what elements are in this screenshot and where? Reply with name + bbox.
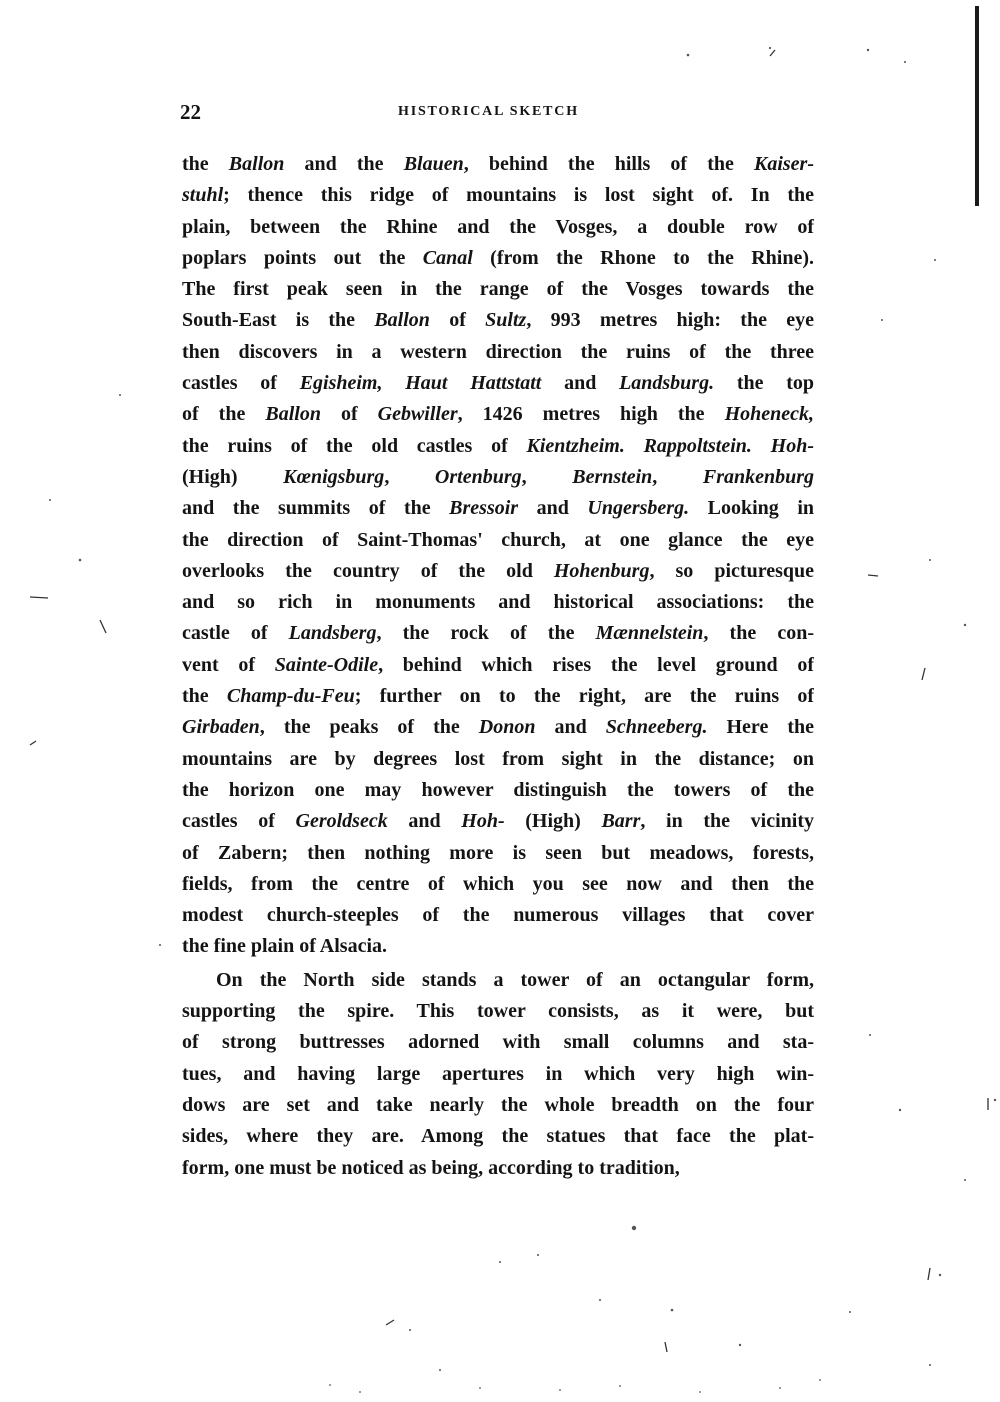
text-run: overlooks the country of the old bbox=[182, 559, 554, 582]
italic-run: Landsburg. bbox=[619, 372, 715, 395]
italic-run: Mænnelstein bbox=[595, 622, 704, 645]
text-line bbox=[182, 775, 814, 806]
text-run: sides, where they are. Among the statues that face the plat- bbox=[182, 1125, 814, 1148]
text-line bbox=[182, 838, 814, 869]
text-line bbox=[182, 274, 814, 305]
text-run: The first peak seen in the range of the Vosges towards the bbox=[182, 278, 814, 301]
italic-run: Gebwiller bbox=[377, 403, 458, 426]
text-line bbox=[182, 900, 814, 931]
text-line bbox=[182, 493, 814, 524]
text-run: of Zabern; then nothing more is seen but meadows, forests, bbox=[182, 841, 814, 864]
text-run: Looking in bbox=[689, 497, 814, 520]
text-run: (High) bbox=[504, 810, 602, 833]
text-line bbox=[182, 212, 814, 243]
text-run: the horizon one may however distinguish the towers of the bbox=[182, 778, 814, 801]
italic-run: Ballon bbox=[228, 153, 285, 175]
italic-run: Ungersberg. bbox=[587, 497, 690, 520]
text-run: modest church-steeples of the numerous villages that cover bbox=[182, 904, 814, 927]
italic-run: Kœnigsburg bbox=[283, 465, 385, 488]
italic-run: stuhl bbox=[182, 184, 224, 207]
text-run: and bbox=[541, 372, 620, 395]
text-line bbox=[182, 931, 814, 962]
italic-run: Geroldseck bbox=[295, 810, 388, 833]
text-line bbox=[182, 618, 814, 649]
text-run: ; thence this ridge of mountains is lost sight of. In the bbox=[223, 184, 814, 207]
text-run: vent of bbox=[182, 653, 275, 676]
italic-run: Kaiser- bbox=[754, 153, 814, 175]
italic-run: Hoh- bbox=[461, 810, 505, 833]
text-run: of bbox=[429, 309, 486, 332]
text-run: form, one must be noticed as being, according to tradition, bbox=[182, 1156, 680, 1179]
text-run: fields, from the centre of which you see now and then the bbox=[182, 872, 814, 895]
text-run: South-East is the bbox=[182, 309, 375, 332]
text-run: the fine plain of Alsacia. bbox=[182, 935, 388, 958]
text-run: On the North side stands a tower of an octangular form, bbox=[216, 968, 814, 991]
italic-run: Schneeberg. bbox=[605, 716, 708, 739]
text-run: Here the bbox=[707, 716, 814, 739]
text-run: , 993 metres high: the eye bbox=[526, 309, 814, 332]
text-run: tues, and having large apertures in which very high win- bbox=[182, 1062, 814, 1085]
text-line bbox=[182, 1090, 814, 1121]
italic-run: Hoheneck, bbox=[724, 403, 814, 426]
text-run: castles of bbox=[182, 372, 300, 395]
text-run: , bbox=[652, 465, 703, 488]
text-run: and so rich in monuments and historical associations: the bbox=[182, 591, 814, 614]
text-line bbox=[182, 337, 814, 368]
italic-run: Girbaden bbox=[182, 716, 260, 739]
italic-run: Bernstein bbox=[572, 465, 653, 488]
text-run: the top bbox=[714, 372, 814, 395]
italic-run: Hohenburg bbox=[553, 559, 650, 582]
text-run: castles of bbox=[182, 810, 296, 833]
text-line bbox=[182, 556, 814, 587]
page-header bbox=[180, 100, 815, 130]
italic-run: Bressoir bbox=[449, 497, 519, 520]
text-line bbox=[182, 243, 814, 274]
text-line bbox=[182, 462, 814, 493]
text-line bbox=[182, 1153, 814, 1184]
italic-run: Frankenburg bbox=[702, 465, 814, 488]
text-line bbox=[182, 431, 814, 462]
italic-run: Donon bbox=[478, 716, 536, 739]
italic-run: Canal bbox=[422, 246, 473, 269]
text-run: the ruins of the old castles of bbox=[182, 434, 527, 457]
text-run: , behind the hills of the bbox=[463, 153, 754, 175]
text-line bbox=[182, 1121, 814, 1152]
text-run: , the con- bbox=[703, 622, 814, 645]
text-run: of strong buttresses adorned with small columns and sta- bbox=[182, 1031, 814, 1054]
italic-run: Ortenburg bbox=[434, 465, 522, 488]
running-head: HISTORICAL SKETCH bbox=[398, 104, 579, 119]
text-run: castle of bbox=[182, 622, 289, 645]
text-run: , so picturesque bbox=[649, 559, 814, 582]
text-line bbox=[182, 1059, 814, 1090]
text-run: (from the Rhone to the Rhine). bbox=[472, 246, 814, 269]
text-run: dows are set and take nearly the whole breadth on the four bbox=[182, 1093, 814, 1116]
text-line bbox=[182, 180, 814, 211]
text-run: and the summits of the bbox=[182, 497, 450, 520]
scan-edge-rule bbox=[975, 6, 979, 206]
text-run: , bbox=[384, 465, 435, 488]
text-run: , in the vicinity bbox=[640, 810, 814, 833]
italic-run: Egisheim, Haut Hattstatt bbox=[299, 372, 542, 395]
text-run: , the rock of the bbox=[376, 622, 596, 645]
text-run: ; further on to the right, are the ruins of bbox=[354, 685, 814, 708]
text-run: the bbox=[182, 153, 229, 175]
text-line bbox=[182, 996, 814, 1027]
italic-run: Blauen bbox=[403, 153, 464, 175]
italic-run: Sainte-Odile bbox=[274, 653, 379, 676]
text-line bbox=[182, 525, 814, 556]
text-run: , behind which rises the level ground of bbox=[378, 653, 814, 676]
text-line bbox=[182, 149, 814, 180]
text-line bbox=[182, 712, 814, 743]
text-run: (High) bbox=[182, 465, 284, 488]
text-run: the bbox=[182, 685, 227, 708]
text-run: plain, between the Rhine and the Vosges, a double row of bbox=[182, 215, 814, 238]
italic-run: Ballon bbox=[374, 309, 430, 332]
text-run: , bbox=[521, 465, 573, 488]
italic-run: Kientzheim. Rappoltstein. Hoh- bbox=[526, 434, 814, 457]
text-line bbox=[182, 305, 814, 336]
text-line bbox=[182, 1027, 814, 1058]
text-line bbox=[182, 869, 814, 900]
text-line bbox=[182, 368, 814, 399]
italic-run: Barr bbox=[601, 810, 641, 833]
text-run: the direction of Saint-Thomas' church, at one glance the eye bbox=[182, 528, 814, 551]
page-number: 22 bbox=[180, 100, 201, 124]
text-run: supporting the spire. This tower consists, as it were, but bbox=[182, 1000, 814, 1023]
text-run: of bbox=[320, 403, 378, 426]
text-line bbox=[182, 681, 814, 712]
italic-run: Sultz bbox=[485, 309, 527, 332]
text-run: , 1426 metres high the bbox=[457, 403, 725, 426]
body-text bbox=[182, 149, 814, 1184]
text-line bbox=[182, 744, 814, 775]
text-run: and the bbox=[284, 153, 404, 175]
italic-run: Landsberg bbox=[288, 622, 377, 645]
text-run: of the bbox=[182, 403, 266, 426]
text-line bbox=[182, 587, 814, 618]
text-run: and bbox=[387, 810, 462, 833]
text-run: and bbox=[535, 716, 606, 739]
text-run: and bbox=[518, 497, 588, 520]
text-run: , the peaks of the bbox=[259, 716, 479, 739]
text-run: mountains are by degrees lost from sight in the distance; on bbox=[182, 747, 814, 770]
text-line bbox=[182, 806, 814, 837]
text-run: then discovers in a western direction the ruins of the three bbox=[182, 340, 814, 363]
text-line bbox=[182, 399, 814, 430]
text-run: poplars points out the bbox=[182, 246, 423, 269]
italic-run: Ballon bbox=[265, 403, 321, 426]
text-line bbox=[182, 650, 814, 681]
italic-run: Champ-du-Feu bbox=[226, 685, 355, 708]
text-line bbox=[182, 965, 814, 996]
